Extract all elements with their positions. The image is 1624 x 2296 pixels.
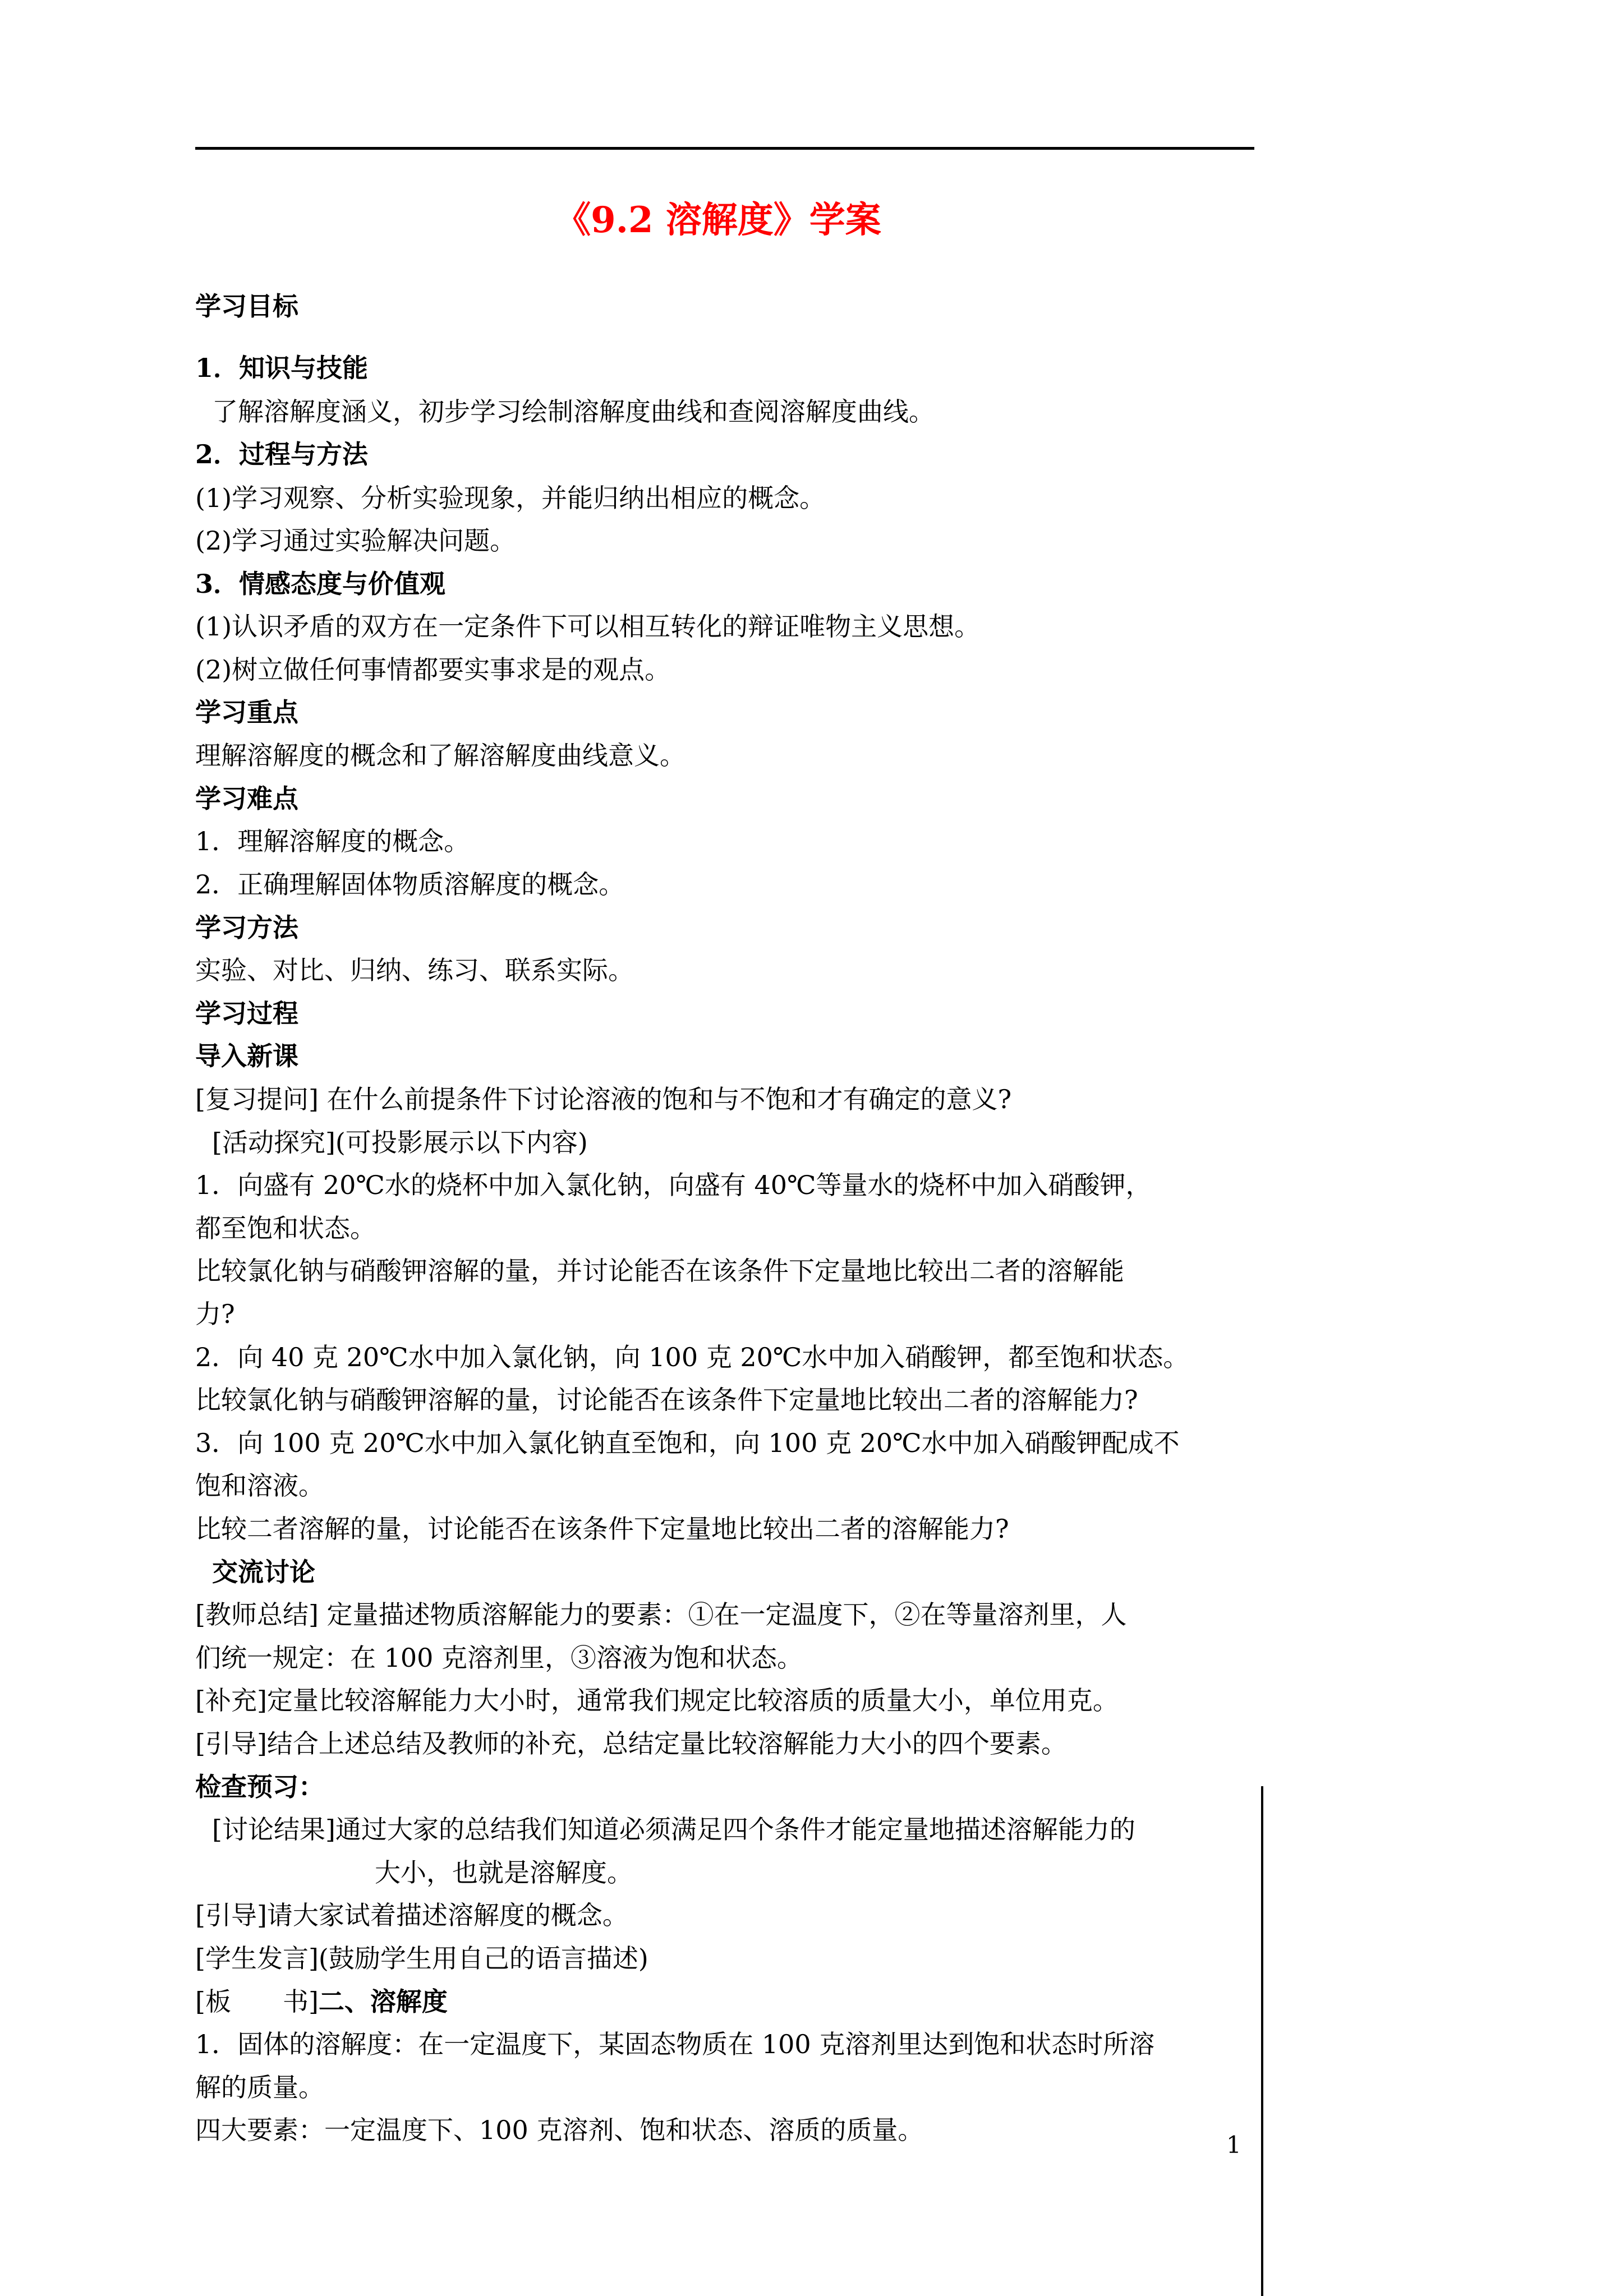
body-line: [引导]结合上述总结及教师的补充，总结定量比较溶解能力大小的四个要素。	[195, 1728, 1067, 1759]
body-line: 理解溶解度的概念和了解溶解度曲线意义。	[195, 740, 686, 771]
header-rule	[195, 147, 1254, 150]
body-line: [活动探究](可投影展示以下内容)	[212, 1127, 588, 1158]
board-heading: 二、溶解度	[318, 1986, 448, 2017]
body-line: 饱和溶液。	[195, 1470, 324, 1501]
body-line: 比较氯化钠与硝酸钾溶解的量，并讨论能否在该条件下定量地比较出二者的溶解能	[195, 1256, 1124, 1286]
section-heading: 3．情感态度与价值观	[195, 569, 446, 599]
body-line: 比较二者溶解的量，讨论能否在该条件下定量地比较出二者的溶解能力?	[195, 1514, 1009, 1544]
section-heading: 学习难点	[195, 783, 298, 814]
page-title: 《9.2 溶解度》学案	[555, 199, 881, 241]
body-line: 1．固体的溶解度：在一定温度下，某固态物质在 100 克溶剂里达到饱和状态时所溶	[195, 2029, 1155, 2059]
body-line: (1)学习观察、分析实验现象，并能归纳出相应的概念。	[195, 483, 826, 513]
body-line: [复习提问] 在什么前提条件下讨论溶液的饱和与不饱和才有确定的意义?	[195, 1084, 1012, 1114]
body-line: [教师总结] 定量描述物质溶解能力的要素：①在一定温度下，②在等量溶剂里，人	[195, 1599, 1127, 1630]
body-line: [学生发言](鼓励学生用自己的语言描述)	[195, 1943, 648, 1974]
body-line: 力?	[195, 1299, 235, 1329]
body-line: 了解溶解度涵义，初步学习绘制溶解度曲线和查阅溶解度曲线。	[212, 397, 935, 427]
body-line: 比较氯化钠与硝酸钾溶解的量，讨论能否在该条件下定量地比较出二者的溶解能力?	[195, 1385, 1138, 1415]
body-line: (1)认识矛盾的双方在一定条件下可以相互转化的辩证唯物主义思想。	[195, 611, 981, 642]
body-line: 们统一规定：在 100 克溶剂里，③溶液为饱和状态。	[195, 1643, 803, 1673]
section-heading: 2．过程与方法	[195, 439, 369, 469]
body-line: 2．向 40 克 20℃水中加入氯化钠，向 100 克 20℃水中加入硝酸钾，都至饱和状态。	[195, 1342, 1189, 1372]
body-line: [讨论结果]通过大家的总结我们知道必须满足四个条件才能定量地描述溶解能力的	[212, 1814, 1135, 1845]
body-line: 四大要素：一定温度下、100 克溶剂、饱和状态、溶质的质量。	[195, 2115, 924, 2145]
section-heading: 1．知识与技能	[195, 353, 369, 383]
board-label: [板 书]	[195, 1986, 319, 2017]
body-line: 解的质量。	[195, 2072, 324, 2103]
page-number: 1	[1226, 2131, 1241, 2159]
body-line: (2)树立做任何事情都要实事求是的观点。	[195, 654, 671, 685]
section-heading: 学习过程	[195, 998, 298, 1029]
body-line: 1．理解溶解度的概念。	[195, 826, 470, 856]
section-heading: 学习重点	[195, 697, 298, 727]
body-line: 2．正确理解固体物质溶解度的概念。	[195, 869, 625, 900]
section-heading: 学习方法	[195, 912, 298, 943]
body-line: [补充]定量比较溶解能力大小时，通常我们规定比较溶质的质量大小，单位用克。	[195, 1685, 1119, 1716]
body-line: (2)学习通过实验解决问题。	[195, 525, 516, 556]
section-heading: 检查预习：	[195, 1772, 324, 1802]
body-line: 大小，也就是溶解度。	[375, 1857, 633, 1888]
section-heading: 导入新课	[195, 1041, 298, 1071]
body-line: 都至饱和状态。	[195, 1213, 376, 1243]
section-heading: 交流讨论	[212, 1557, 315, 1587]
body-line: 实验、对比、归纳、练习、联系实际。	[195, 955, 634, 985]
body-line: [引导]请大家试着描述溶解度的概念。	[195, 1900, 628, 1930]
section-heading: 学习目标	[195, 291, 298, 321]
body-line	[195, 1980, 1250, 2023]
body-line: 1．向盛有 20℃水的烧杯中加入氯化钠，向盛有 40℃等量水的烧杯中加入硝酸钾，	[195, 1170, 1152, 1200]
body-line: 3．向 100 克 20℃水中加入氯化钠直至饱和，向 100 克 20℃水中加入硝酸钾配成不	[195, 1428, 1180, 1458]
